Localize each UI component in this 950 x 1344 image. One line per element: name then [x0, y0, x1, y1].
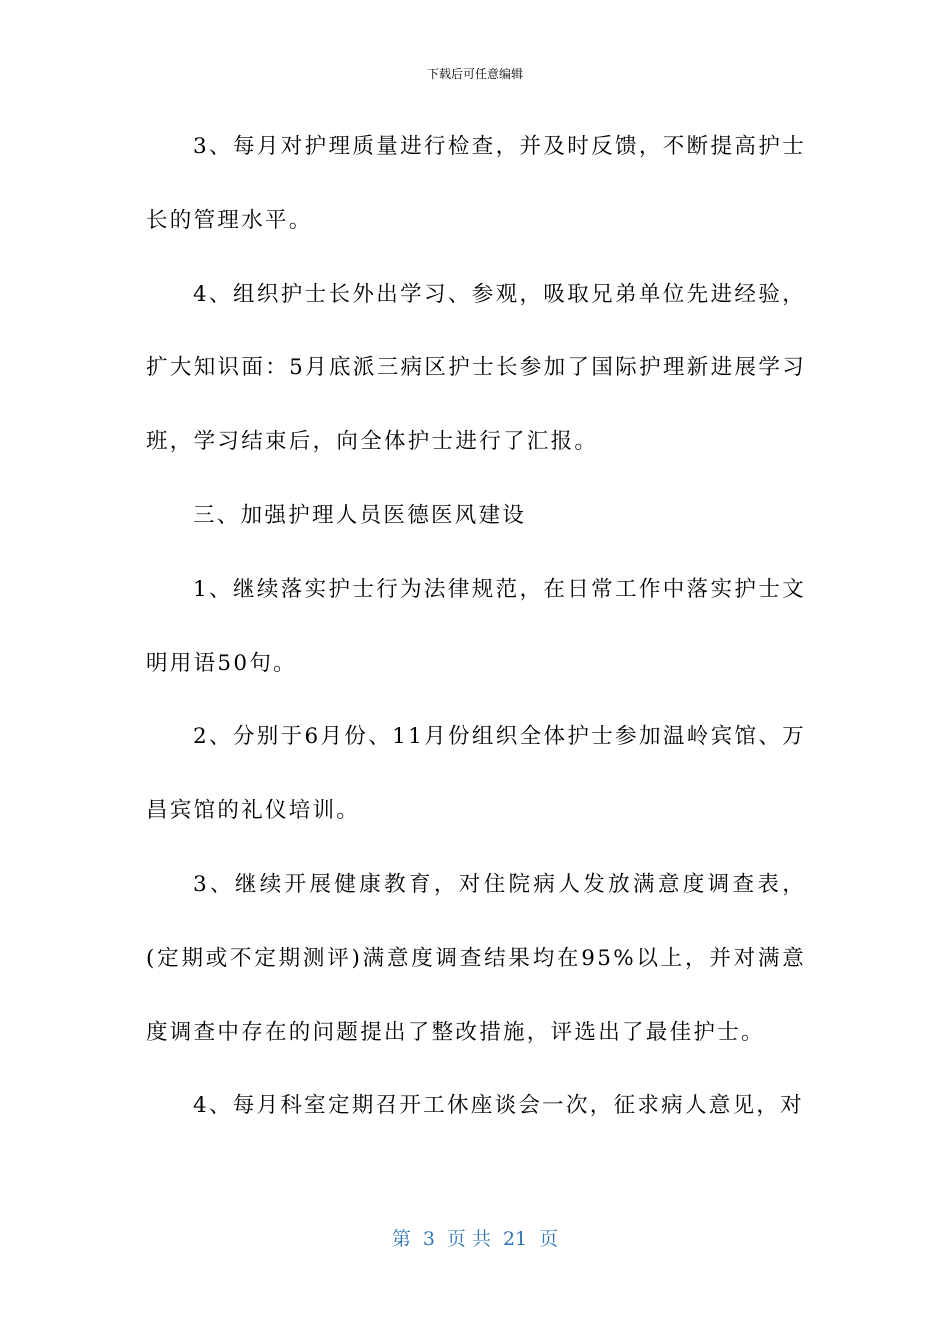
section-heading: 三、加强护理人员医德医风建设	[193, 502, 527, 528]
current-page-number: 3	[422, 1228, 435, 1250]
page-header: 下载后可任意编辑	[426, 67, 523, 81]
paragraph: 3、继续开展健康教育，对住院病人发放满意度调查表，(定期或不定期测评)满意度调查结果均在95%以上，并对满意度调查中存在的问题提出了整改措施，评选出了最佳护士。	[146, 871, 806, 1045]
footer-middle: 页 共	[446, 1228, 491, 1250]
paragraph: 2、分别于6月份、11月份组织全体护士参加温岭宾馆、万昌宾馆的礼仪培训。	[146, 724, 806, 824]
paragraph: 4、组织护士长外出学习、参观，吸取兄弟单位先进经验，扩大知识面：5月底派三病区护士长参加了国际护理新进展学习班，学习结束后，向全体护士进行了汇报。	[146, 281, 806, 455]
footer-suffix: 页	[539, 1228, 559, 1250]
paragraph: 1、继续落实护士行为法律规范，在日常工作中落实护士文明用语50句。	[146, 576, 806, 676]
page-footer	[0, 1226, 950, 1252]
paragraph: 3、每月对护理质量进行检查，并及时反馈，不断提高护士长的管理水平。	[146, 134, 806, 233]
paragraph: 4、每月科室定期召开工休座谈会一次，征求病人意见，对	[193, 1093, 804, 1119]
footer-prefix: 第	[391, 1228, 411, 1250]
total-pages-number: 21	[502, 1228, 528, 1250]
document-body	[146, 110, 806, 1143]
